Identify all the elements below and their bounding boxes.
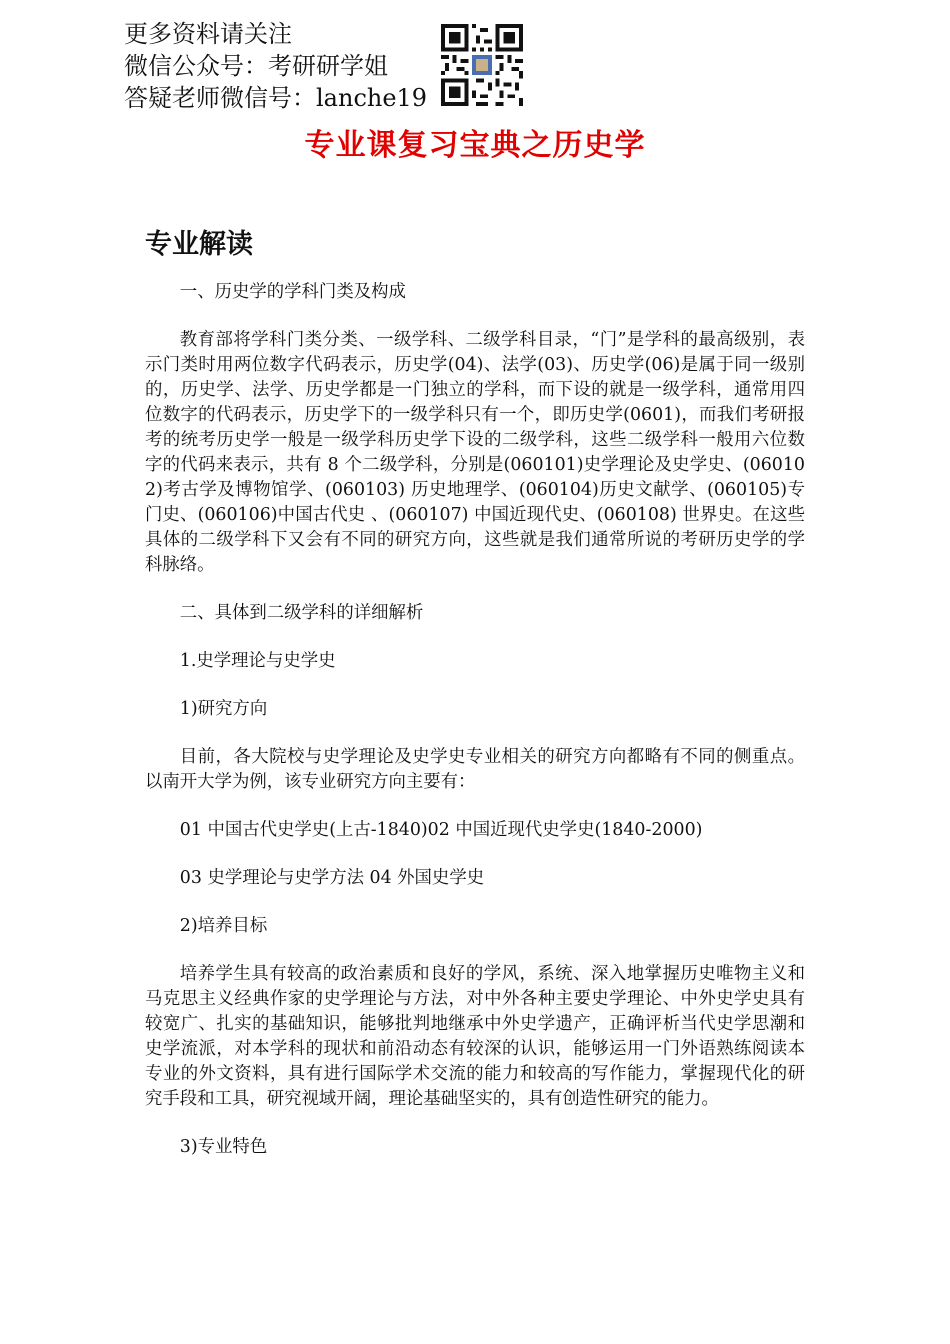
qr-code-icon bbox=[441, 24, 523, 106]
header-line-follow: 更多资料请关注 bbox=[124, 20, 292, 48]
paragraph-training-goals: 培养学生具有较高的政治素质和良好的学风，系统、深入地掌握历史唯物主义和马克思主义经典作家的史学理论与方法，对中外各种主要史学理论、中外史学史具有较宽广、扎实的基础知识，能够批判地继承中外史学遗产，正确评析当代史学思潮和史学流派，对本学科的现状和前沿动态有较深的认识，能够运用一门外语熟练阅读本专业的外文资料，具有进行国际学术交流的能力和较高的写作能力，掌握现代化的研究手段和工具，研究视域开阔，理论基础坚实的，具有创造性研究的能力。 bbox=[145, 964, 805, 1109]
paragraph-subject-classification: 教育部将学科门类分类、一级学科、二级学科目录，“门”是学科的最高级别，表示门类时用两位数字代码表示，历史学(04)、法学(03)、历史学(06)是属于同一级别的，历史学、法学、历史学都是一门独立的学科，而下设的就是一级学科，通常用四位数字的代码表示，历史学下的一级学科只有一个，即历史学(0601)，而我们考研报考的统考历史学一般是一级学科历史学下设的二级学科，这些二级学科一般用六位数字的代码来表示，共有 8 个二级学科，分别是(060101)史学理论及史学史、(060102)考古学及博物馆学、(060103) 历史地理学、(060104)历史文献学、(060105)专门史、(060106)中国古代史 、(060107) 中国近现代史、(060108) 世界史。在这些具体的二级学科下又会有不同的研究方向，这些就是我们通常所说的考研历史学的学科脉络。 bbox=[145, 330, 805, 575]
heading-historiography: 1.史学理论与史学史 bbox=[179, 651, 336, 671]
paragraph-research-direction: 目前，各大院校与史学理论及史学史专业相关的研究方向都略有不同的侧重点。以南开大学为例，该专业研究方向主要有： bbox=[145, 747, 805, 792]
heading-features: 3)专业特色 bbox=[179, 1137, 268, 1157]
heading-secondary-subjects: 二、具体到二级学科的详细解析 bbox=[179, 603, 424, 623]
section-heading: 专业解读 bbox=[145, 229, 253, 260]
header-line-wechat-account: 微信公众号：考研研学姐 bbox=[124, 52, 388, 80]
list-directions-1: 01 中国古代史学史(上古-1840)02 中国近现代史学史(1840-2000) bbox=[179, 820, 703, 840]
contact-header bbox=[124, 18, 427, 114]
heading-research-direction: 1)研究方向 bbox=[179, 699, 268, 719]
header-line-teacher-wechat: 答疑老师微信号：lanche19 bbox=[124, 84, 428, 112]
heading-training-goals: 2)培养目标 bbox=[179, 916, 268, 936]
document-title: 专业课复习宝典之历史学 bbox=[304, 128, 646, 163]
heading-subject-structure: 一、历史学的学科门类及构成 bbox=[179, 282, 406, 302]
document-body bbox=[145, 280, 805, 1183]
list-directions-2: 03 史学理论与史学方法 04 外国史学史 bbox=[179, 868, 485, 888]
